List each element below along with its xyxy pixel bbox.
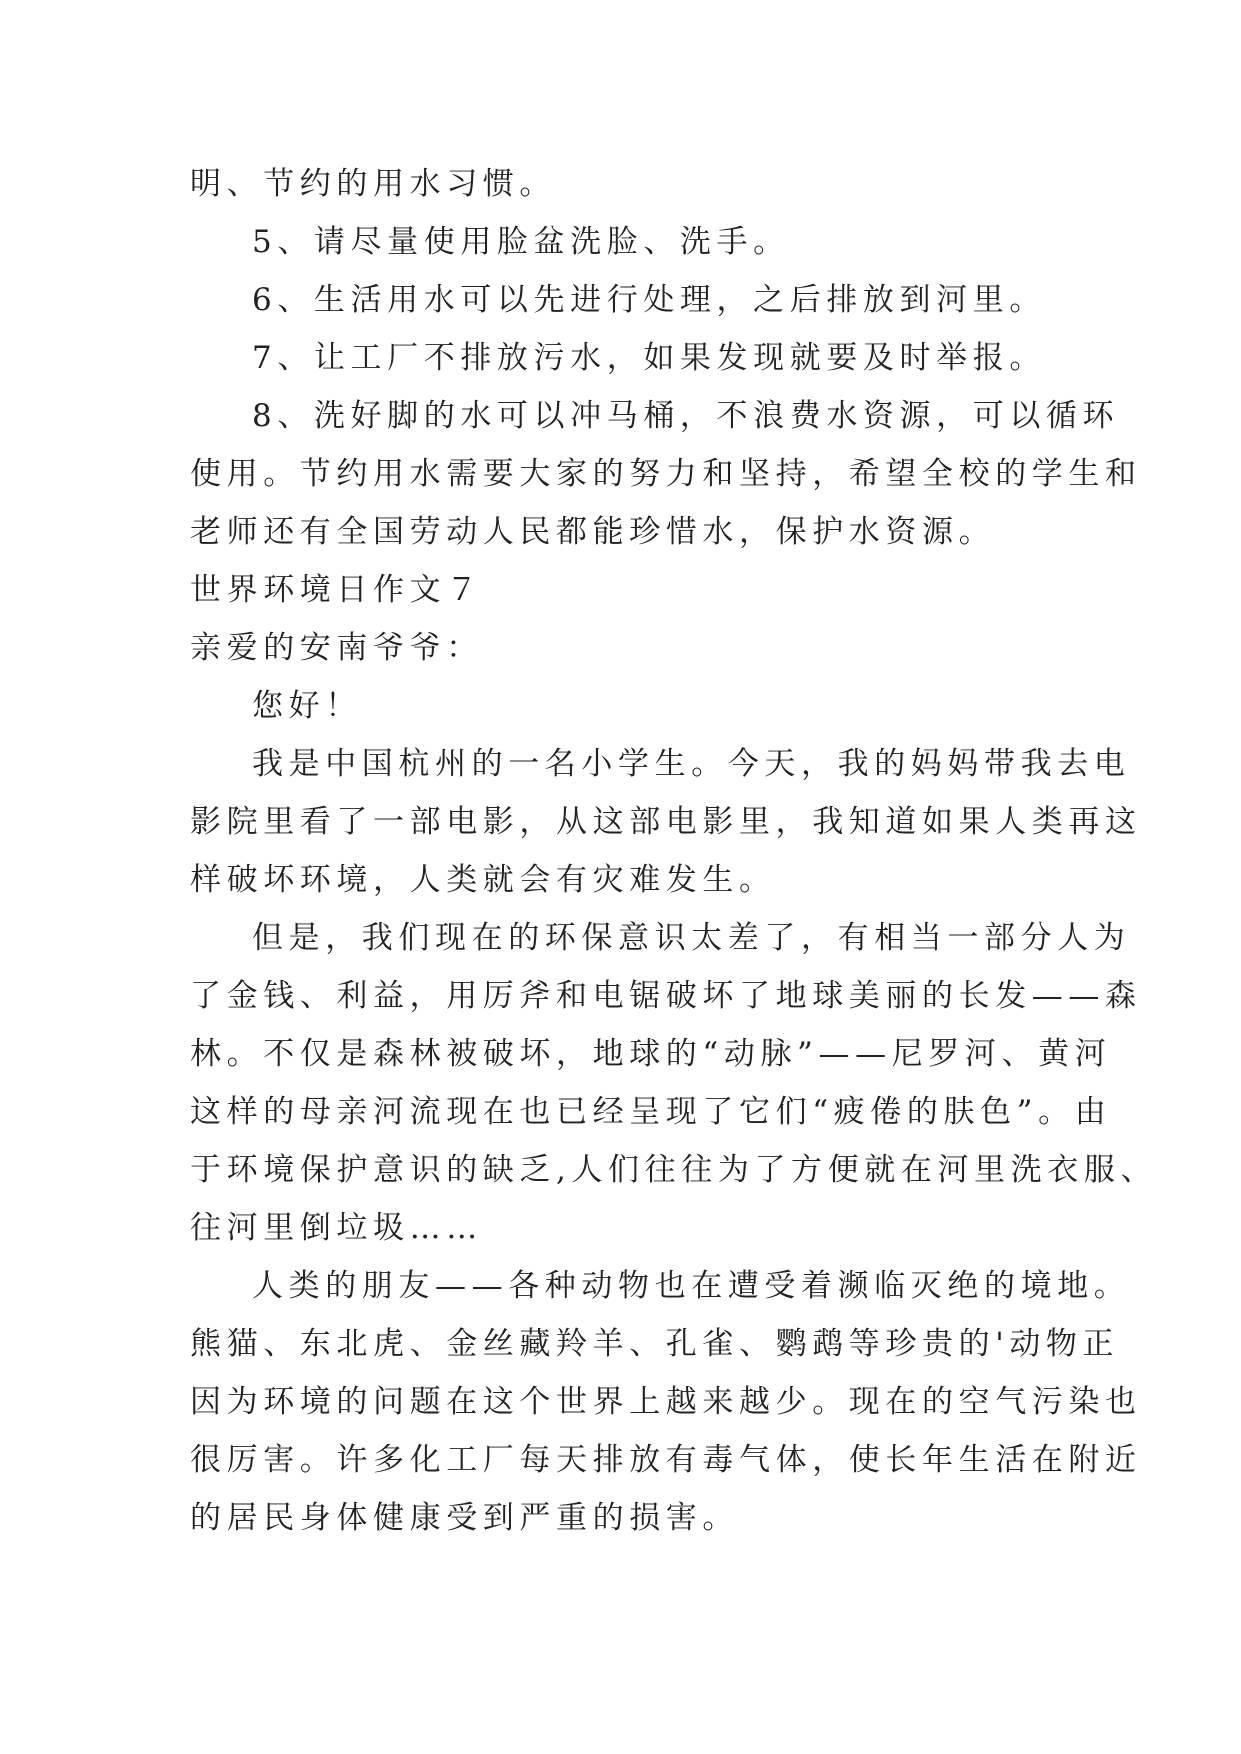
- list-item-6: 6、生活用水可以先进行处理，之后排放到河里。: [252, 282, 1046, 318]
- list-item-8: 8、洗好脚的水可以冲马桶，不浪费水资源，可以循环: [252, 398, 1120, 434]
- paragraph-line: 往河里倒垃圾……: [190, 1210, 483, 1246]
- essay-title: 世界环境日作文７: [190, 572, 483, 608]
- paragraph-line: 林。不仅是森林被破坏，地球的“动脉”——尼罗河、黄河: [190, 1036, 1112, 1072]
- text-line: 明、节约的用水习惯。: [190, 166, 556, 202]
- paragraph-line: 于环境保护意识的缺乏,人们往往为了方便就在河里洗衣服、: [190, 1152, 1158, 1188]
- paragraph-line: 很厉害。许多化工厂每天排放有毒气体，使长年生活在附近: [190, 1442, 1142, 1478]
- paragraph-line: 影院里看了一部电影，从这部电影里，我知道如果人类再这: [190, 804, 1142, 840]
- list-item-7: 7、让工厂不排放污水，如果发现就要及时举报。: [252, 340, 1046, 376]
- paragraph-line: 了金钱、利益，用厉斧和电锯破坏了地球美丽的长发——森: [190, 978, 1142, 1014]
- letter-salutation: 亲爱的安南爷爷：: [190, 630, 483, 666]
- paragraph-line: 这样的母亲河流现在也已经呈现了它们“疲倦的肤色”。由: [190, 1094, 1112, 1130]
- paragraph-line: 的居民身体健康受到严重的损害。: [190, 1500, 739, 1536]
- letter-greeting: 您好！: [252, 688, 362, 724]
- paragraph-line: 熊猫、东北虎、金丝藏羚羊、孔雀、鹦鹉等珍贵的'动物正: [190, 1326, 1120, 1362]
- paragraph-line: 样破坏环境，人类就会有灾难发生。: [190, 862, 776, 898]
- text-line: 老师还有全国劳动人民都能珍惜水，保护水资源。: [190, 514, 996, 550]
- list-item-5: 5、请尽量使用脸盆洗脸、洗手。: [252, 224, 790, 260]
- paragraph-line: 人类的朋友——各种动物也在遭受着濒临灭绝的境地。: [252, 1268, 1131, 1304]
- text-line: 使用。节约用水需要大家的努力和坚持，希望全校的学生和: [190, 456, 1142, 492]
- paragraph-line: 但是，我们现在的环保意识太差了，有相当一部分人为: [252, 920, 1131, 956]
- paragraph-line: 我是中国杭州的一名小学生。今天，我的妈妈带我去电: [252, 746, 1131, 782]
- paragraph-line: 因为环境的问题在这个世界上越来越少。现在的空气污染也: [190, 1384, 1142, 1420]
